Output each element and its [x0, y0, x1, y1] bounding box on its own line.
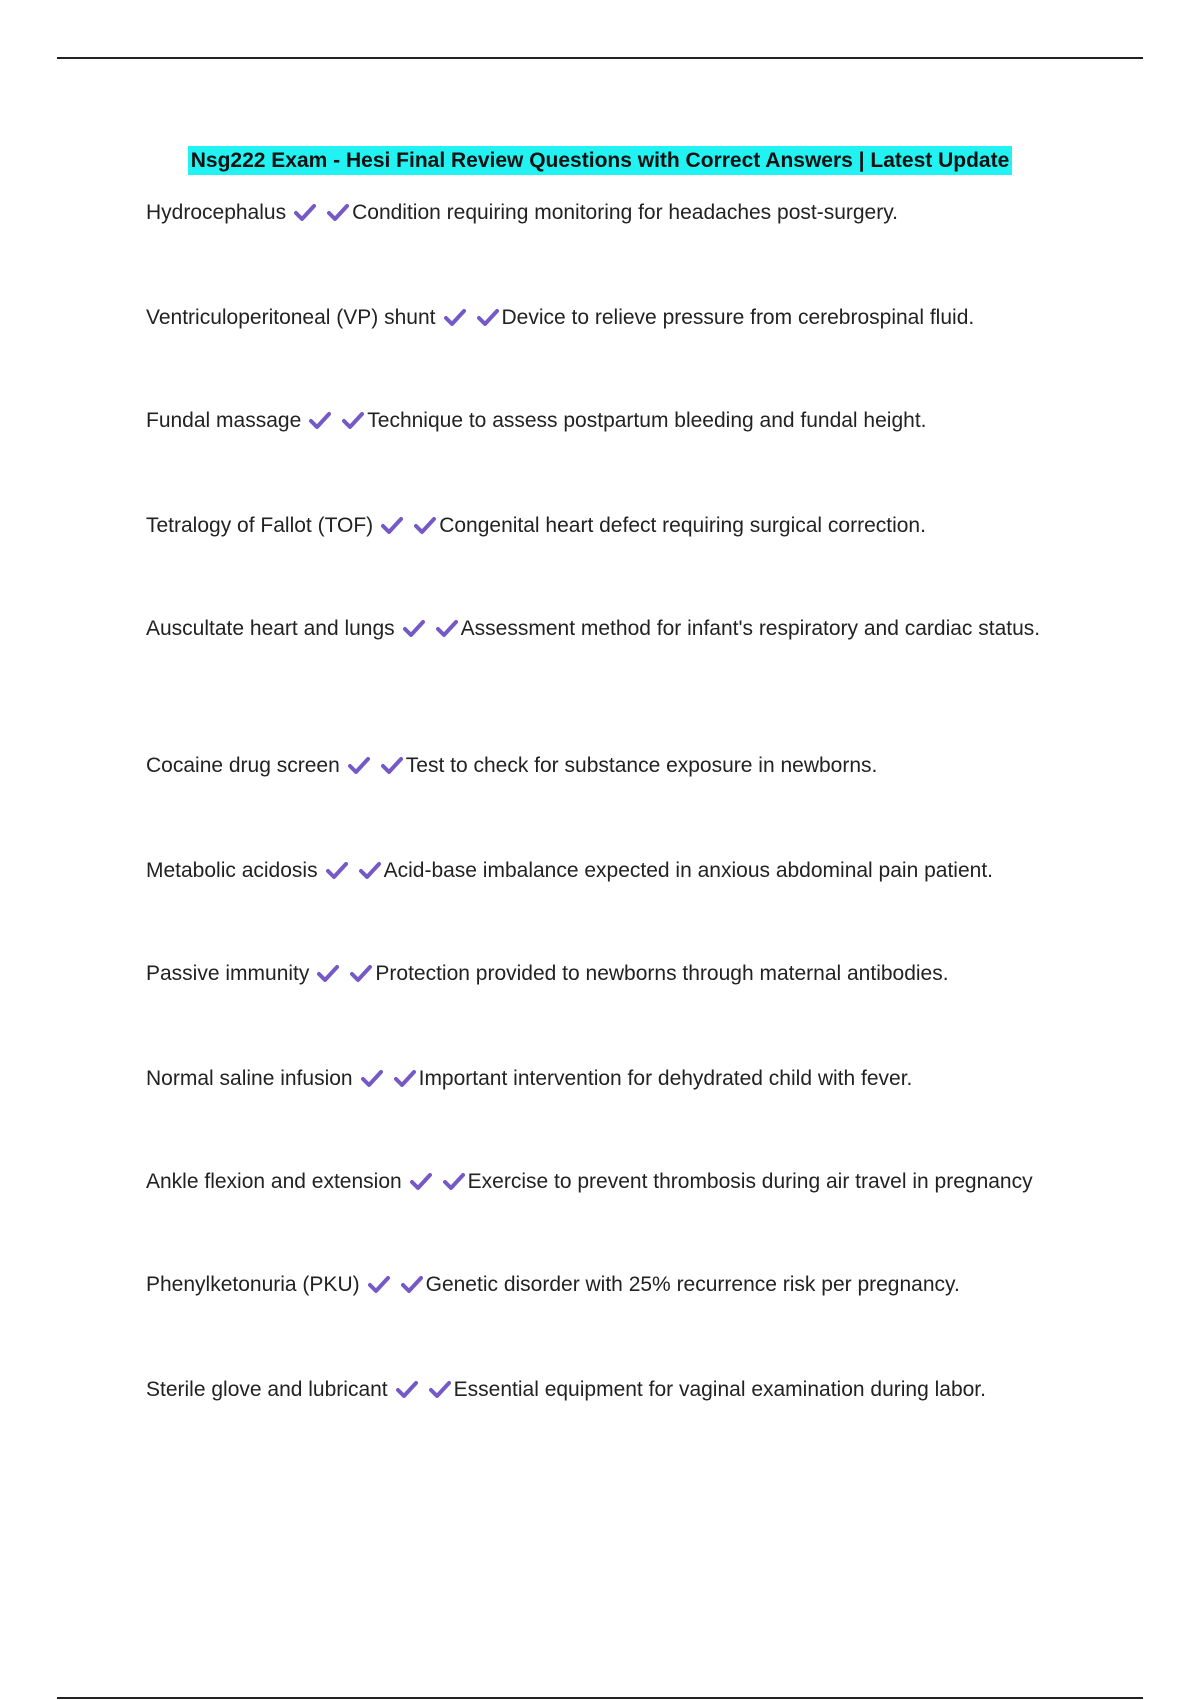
entry-term: Tetralogy of Fallot (TOF)	[146, 514, 374, 537]
check-icon	[326, 860, 348, 880]
entry-metabolic-acidosis	[146, 854, 1096, 888]
entry-term: Hydrocephalus	[146, 201, 287, 224]
entry-cocaine-drug-screen	[146, 749, 1096, 783]
entry-term: Auscultate heart and lungs	[146, 617, 395, 640]
entry-definition: Assessment method for infant's respiratory and cardiac status.	[460, 617, 1041, 640]
check-icon	[394, 1068, 416, 1088]
document-title: Nsg222 Exam - Hesi Final Review Questions with Correct Answers | Latest Update	[188, 146, 1013, 175]
check-icon	[443, 1171, 465, 1191]
check-icon	[444, 307, 466, 327]
check-icon	[294, 202, 316, 222]
entry-definition: Test to check for substance exposure in newborns.	[405, 754, 878, 777]
check-icon	[348, 755, 370, 775]
check-icon	[396, 1379, 418, 1399]
entry-term: Cocaine drug screen	[146, 754, 340, 777]
entry-term: Metabolic acidosis	[146, 859, 318, 882]
check-icon	[350, 963, 372, 983]
entry-term: Sterile glove and lubricant	[146, 1378, 388, 1401]
entry-hydrocephalus	[146, 196, 1096, 230]
entry-term: Ventriculoperitoneal (VP) shunt	[146, 306, 436, 329]
entry-definition: Device to relieve pressure from cerebrospinal fluid.	[501, 306, 975, 329]
entry-auscultate	[146, 612, 1096, 646]
entry-definition: Protection provided to newborns through maternal antibodies.	[375, 962, 949, 985]
check-icon	[381, 515, 403, 535]
check-icon	[359, 860, 381, 880]
title-container	[0, 146, 1200, 175]
check-icon	[477, 307, 499, 327]
entry-normal-saline-infusion	[146, 1062, 1096, 1096]
entry-ankle-flexion	[146, 1165, 1106, 1199]
check-icon	[401, 1274, 423, 1294]
entry-definition: Acid-base imbalance expected in anxious abdominal pain patient.	[383, 859, 993, 882]
check-icon	[317, 963, 339, 983]
entry-definition: Technique to assess postpartum bleeding and fundal height.	[367, 409, 927, 432]
entry-definition: Genetic disorder with 25% recurrence risk per pregnancy.	[425, 1273, 960, 1296]
top-divider	[57, 57, 1143, 59]
entry-term: Phenylketonuria (PKU)	[146, 1273, 360, 1296]
entry-tetralogy-of-fallot	[146, 509, 1096, 543]
entry-term: Fundal massage	[146, 409, 302, 432]
entry-phenylketonuria	[146, 1268, 1096, 1302]
check-icon	[327, 202, 349, 222]
entry-term: Passive immunity	[146, 962, 310, 985]
bottom-divider	[57, 1697, 1143, 1699]
check-icon	[414, 515, 436, 535]
check-icon	[429, 1379, 451, 1399]
check-icon	[436, 618, 458, 638]
entry-definition: Congenital heart defect requiring surgical correction.	[439, 514, 926, 537]
check-icon	[309, 410, 331, 430]
entry-passive-immunity	[146, 957, 1096, 991]
entry-fundal-massage	[146, 404, 1096, 438]
check-icon	[361, 1068, 383, 1088]
entry-sterile-glove	[146, 1373, 1096, 1407]
entry-definition: Important intervention for dehydrated child with fever.	[418, 1067, 913, 1090]
check-icon	[368, 1274, 390, 1294]
check-icon	[403, 618, 425, 638]
entry-definition: Essential equipment for vaginal examination during labor.	[453, 1378, 986, 1401]
entry-term: Normal saline infusion	[146, 1067, 353, 1090]
check-icon	[410, 1171, 432, 1191]
entry-vp-shunt	[146, 301, 1096, 335]
entry-term: Ankle flexion and extension	[146, 1170, 402, 1193]
check-icon	[342, 410, 364, 430]
entry-definition: Condition requiring monitoring for headaches post-surgery.	[352, 201, 899, 224]
entry-definition: Exercise to prevent thrombosis during air travel in pregnancy	[467, 1170, 1033, 1193]
check-icon	[381, 755, 403, 775]
